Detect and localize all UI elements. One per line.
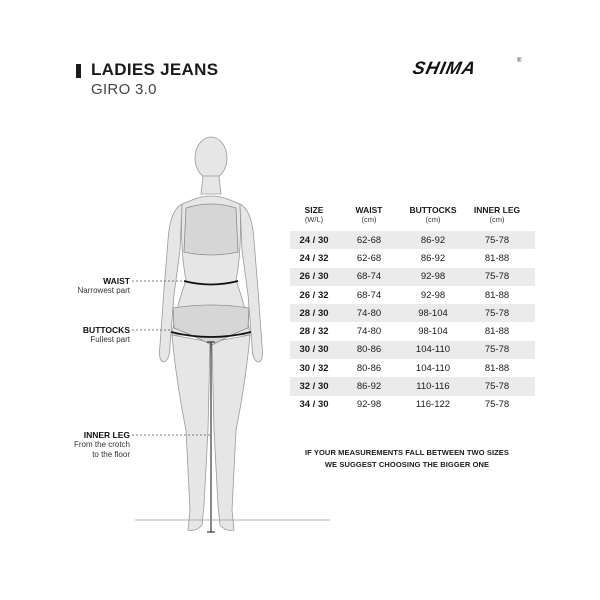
cell-size: 34 / 30: [299, 399, 329, 411]
inner-leg-annotation: [60, 430, 130, 460]
table-row: [290, 359, 535, 377]
cell-waist: 92-98: [356, 399, 382, 411]
cell-size: 24 / 32: [299, 252, 329, 264]
table-row: [290, 231, 535, 249]
table-row: [290, 286, 535, 304]
table-row: [290, 304, 535, 322]
table-row: [290, 341, 535, 359]
col-size-unit: (W/L): [304, 215, 324, 224]
cell-waist: 68-74: [356, 271, 382, 283]
size-table: [290, 205, 535, 414]
col-buttocks: [400, 205, 466, 231]
cell-inner-leg: 81-88: [484, 362, 510, 374]
waist-annotation: [60, 276, 130, 296]
cell-inner-leg: 75-78: [484, 234, 510, 246]
buttocks-annotation: [60, 325, 130, 345]
inner-leg-desc-1: From the crotch: [73, 440, 130, 449]
buttocks-label: BUTTOCKS: [82, 325, 130, 335]
brand-logo: [410, 58, 525, 78]
title-marker: [76, 64, 81, 78]
cell-size: 28 / 32: [299, 326, 329, 338]
cell-buttocks: 98-104: [418, 307, 448, 319]
cell-buttocks: 92-98: [420, 289, 446, 301]
cell-size: 26 / 32: [299, 289, 329, 301]
col-buttocks-unit: (cm): [425, 215, 441, 224]
cell-waist: 62-68: [356, 252, 382, 264]
cell-buttocks: 104-110: [415, 362, 451, 374]
table-row: [290, 322, 535, 340]
cell-size: 28 / 30: [299, 307, 329, 319]
table-row: [290, 396, 535, 414]
inner-leg-desc-2: to the floor: [92, 450, 130, 459]
col-size-label: SIZE: [304, 205, 324, 215]
product-model: GIRO 3.0: [91, 81, 157, 98]
col-size: [290, 205, 338, 231]
cell-waist: 80-86: [356, 362, 382, 374]
figure-head: [195, 137, 227, 179]
figure-neck: [201, 176, 221, 194]
table-body: [290, 231, 535, 414]
col-inner-leg-label: INNER LEG: [473, 205, 521, 215]
col-waist: [338, 205, 400, 231]
table-header: [290, 205, 535, 231]
col-inner-leg-unit: (cm): [489, 215, 505, 224]
cell-inner-leg: 81-88: [484, 326, 510, 338]
figure-right-leg: [212, 335, 250, 530]
cell-inner-leg: 75-78: [484, 381, 510, 393]
table-row: [290, 377, 535, 395]
registered-mark: ®: [517, 58, 522, 64]
cell-inner-leg: 75-78: [484, 399, 510, 411]
col-buttocks-label: BUTTOCKS: [409, 205, 457, 215]
col-inner-leg: [466, 205, 528, 231]
cell-inner-leg: 75-78: [484, 271, 510, 283]
cell-size: 24 / 30: [299, 234, 329, 246]
cell-buttocks: 110-116: [416, 381, 450, 393]
table-row: [290, 268, 535, 286]
cell-waist: 74-80: [356, 307, 382, 319]
cell-waist: 68-74: [356, 289, 382, 301]
cell-inner-leg: 75-78: [484, 344, 510, 356]
sizing-note: [292, 447, 522, 471]
cell-buttocks: 116-122: [415, 399, 451, 411]
cell-size: 30 / 32: [299, 362, 329, 374]
inner-leg-label: INNER LEG: [83, 430, 130, 440]
cell-size: 26 / 30: [299, 271, 329, 283]
cell-inner-leg: 81-88: [484, 252, 510, 264]
cell-waist: 80-86: [356, 344, 382, 356]
page-title: LADIES JEANS: [91, 60, 219, 79]
cell-inner-leg: 75-78: [484, 307, 510, 319]
cell-waist: 86-92: [356, 381, 382, 393]
buttocks-desc: Fullest part: [90, 335, 130, 344]
col-waist-label: WAIST: [355, 205, 383, 215]
cell-waist: 74-80: [356, 326, 382, 338]
cell-size: 30 / 30: [299, 344, 329, 356]
cell-buttocks: 104-110: [415, 344, 451, 356]
waist-desc: Narrowest part: [77, 286, 130, 295]
waist-label: WAIST: [103, 276, 130, 286]
cell-buttocks: 86-92: [420, 252, 446, 264]
table-row: [290, 249, 535, 267]
figure-left-leg: [172, 335, 210, 530]
col-waist-unit: (cm): [361, 215, 377, 224]
figure-bra: [184, 204, 238, 255]
cell-buttocks: 86-92: [420, 234, 446, 246]
cell-buttocks: 92-98: [420, 271, 446, 283]
cell-waist: 62-68: [356, 234, 382, 246]
sizing-note-line-2: WE SUGGEST CHOOSING THE BIGGER ONE: [324, 460, 490, 469]
sizing-note-line-1: IF YOUR MEASUREMENTS FALL BETWEEN TWO SIZES: [304, 448, 510, 457]
cell-inner-leg: 81-88: [484, 289, 510, 301]
cell-buttocks: 98-104: [418, 326, 448, 338]
cell-size: 32 / 30: [299, 381, 329, 393]
brand-name: SHIMA: [410, 58, 479, 78]
